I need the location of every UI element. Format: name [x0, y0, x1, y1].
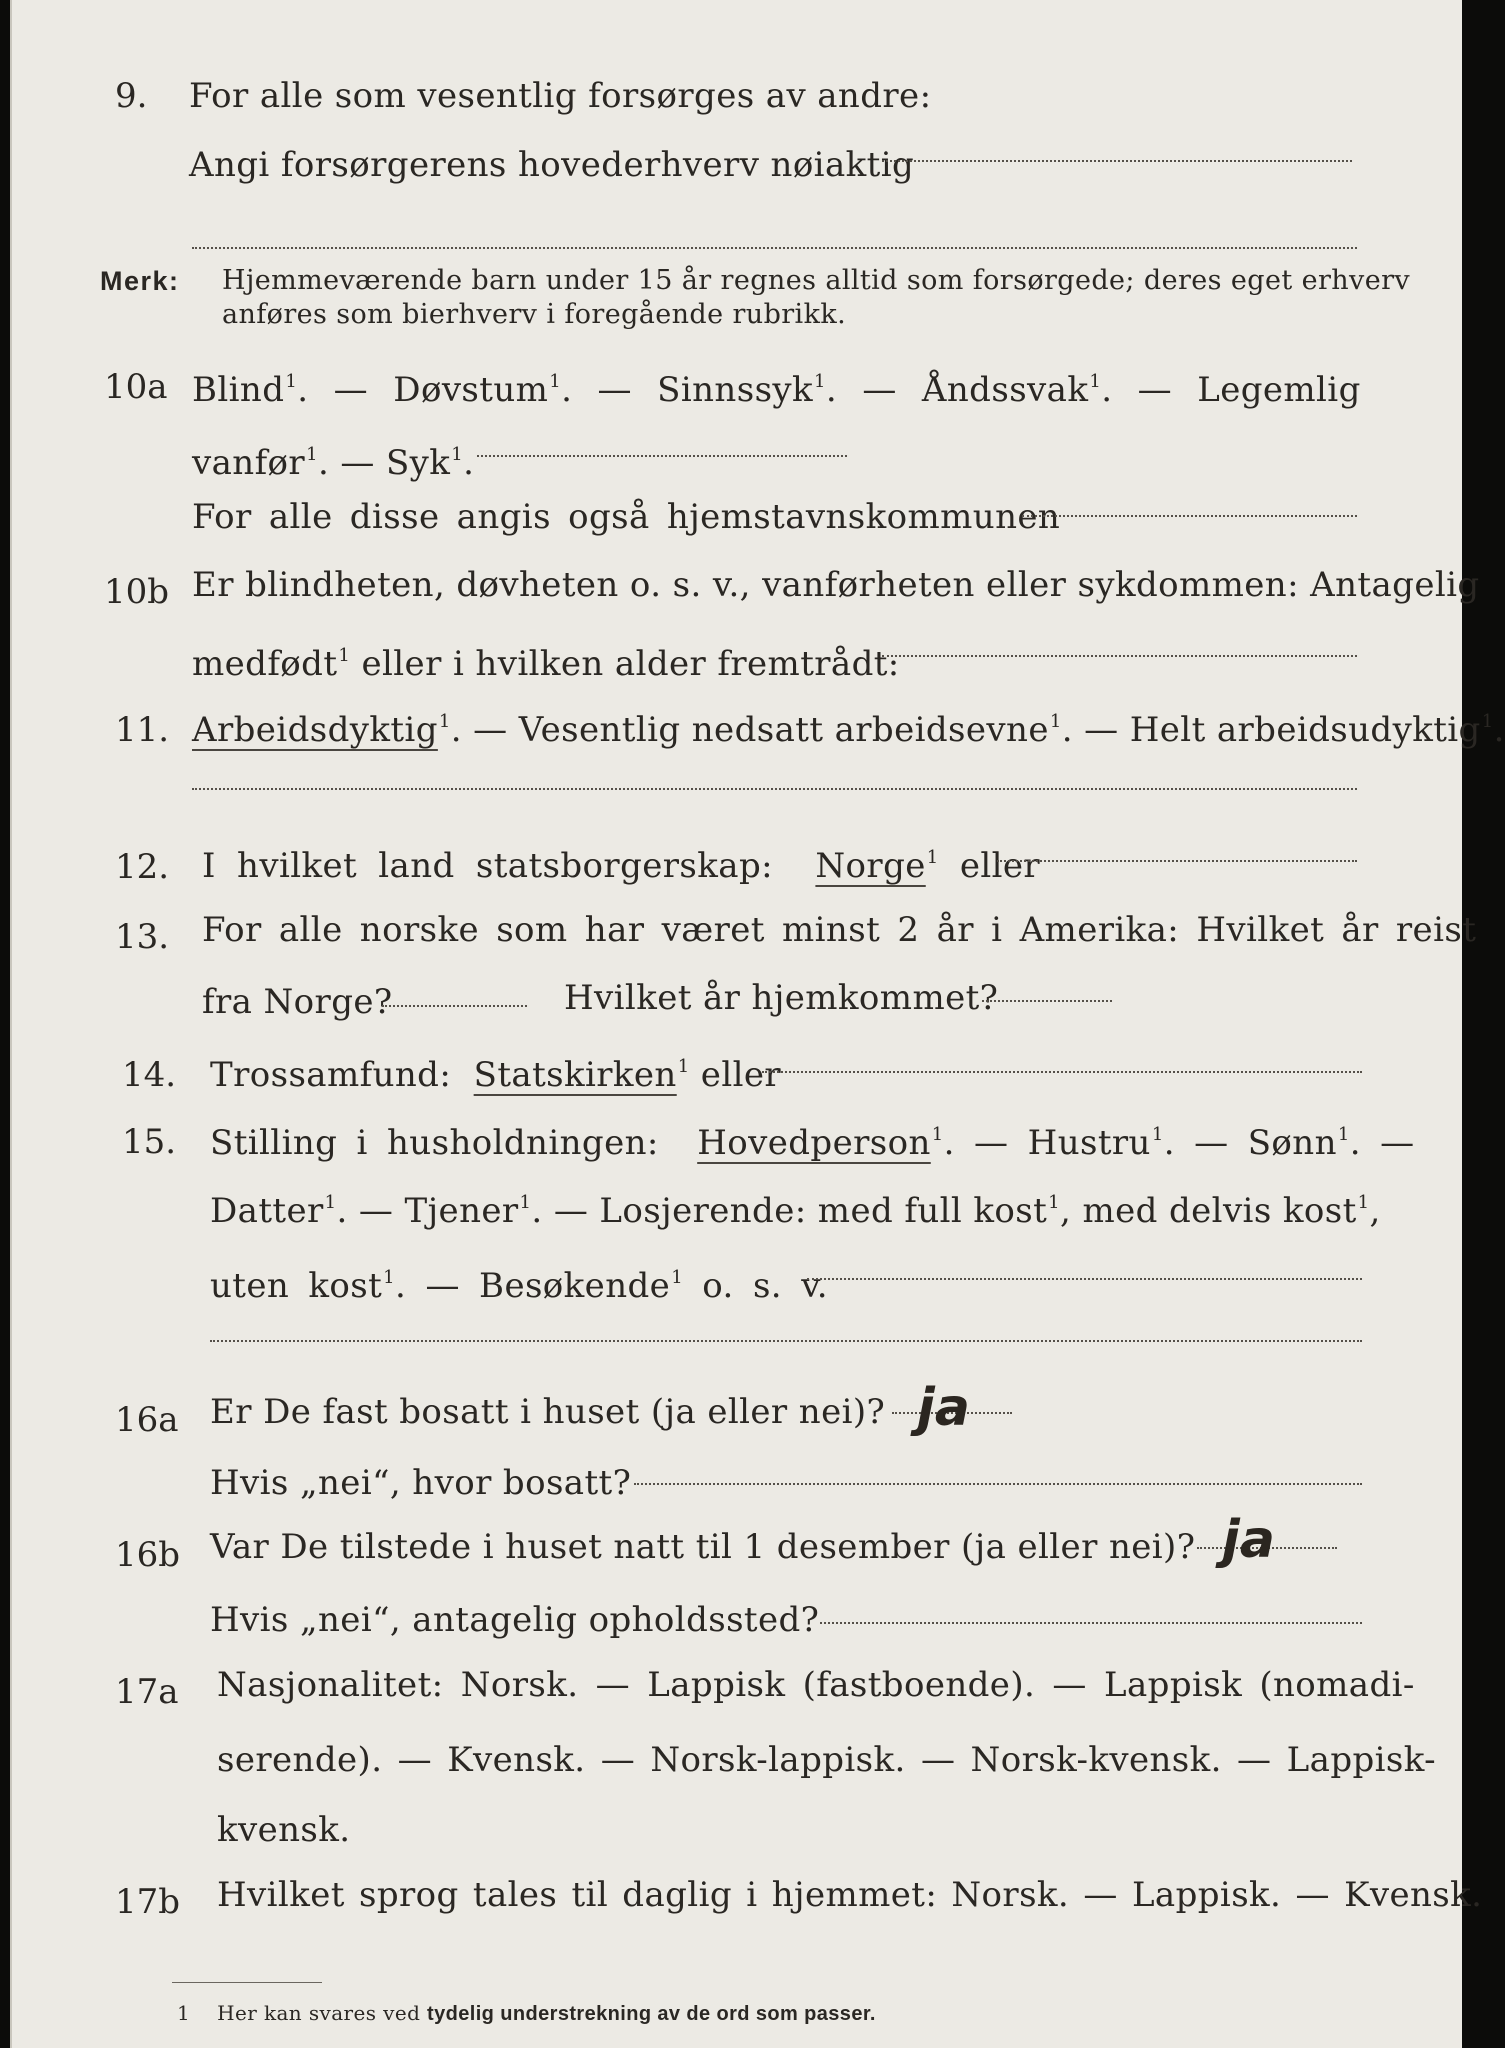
merk-label: Merk: — [100, 266, 180, 296]
q9-answer-line[interactable] — [882, 160, 1352, 162]
q10a-andssvak[interactable]: . — Åndssvak — [825, 370, 1089, 410]
q9-line1: For alle som vesentlig forsørges av andre: — [189, 76, 932, 116]
footnote-mark: 1 — [1048, 1192, 1061, 1213]
footnote-mark: 1 — [1357, 1192, 1370, 1213]
q14-line — [210, 1047, 781, 1095]
q10a-blind[interactable]: Blind — [192, 370, 285, 410]
merk-line1: Hjemmeværende barn under 15 år regnes alltid som forsørgede; deres eget erhverv — [222, 265, 1411, 296]
q16a-line1: Er De fast bosatt i huset (ja eller nei)? — [210, 1392, 886, 1432]
footnote-mark: 1 — [451, 444, 464, 465]
q13-year-left-answer-line[interactable] — [382, 1005, 527, 1007]
item-number-10b: 10b — [104, 572, 170, 612]
q12-question: I hvilket land statsborgerskap: — [202, 846, 773, 886]
merk-line2: anføres som bierhverv i foregående rubrikk. — [222, 299, 847, 330]
q15-hovedperson-underlined[interactable]: Hovedperson — [697, 1123, 931, 1163]
q9-answer-line-2[interactable] — [192, 247, 1357, 249]
footnote-mark: 1 — [549, 371, 562, 392]
q10a-home-answer-line[interactable] — [1022, 515, 1357, 517]
q15-line3 — [210, 1258, 828, 1306]
footnote-mark: 1 — [1337, 1124, 1350, 1145]
item-number-14: 14. — [122, 1055, 177, 1095]
footnote-mark: 1 — [519, 1192, 532, 1213]
footnote-mark: 1 — [438, 711, 451, 732]
q12-norge-underlined[interactable]: Norge — [815, 846, 926, 886]
q16a-where-answer-line[interactable] — [634, 1483, 1362, 1485]
q10a-dovstum[interactable]: . — Døvstum — [297, 370, 549, 410]
q15-delvis-kost[interactable]: , med delvis kost — [1060, 1191, 1357, 1231]
item-number-16b: 16b — [115, 1535, 181, 1575]
item-number-17b: 17b — [115, 1882, 181, 1922]
q17a-line3: kvensk. — [217, 1810, 351, 1850]
q16b-line1: Var De tilstede i huset natt til 1 desember (ja eller nei)? — [210, 1527, 1196, 1567]
footnote-mark: 1 — [1089, 371, 1102, 392]
q11-udyktig[interactable]: . — Helt arbeidsudyktig — [1061, 710, 1481, 750]
q16b-line2: Hvis „nei“, antagelig opholdssted? — [210, 1600, 820, 1640]
q11-answer-line[interactable] — [192, 788, 1357, 790]
q12-answer-line[interactable] — [997, 860, 1357, 862]
q14-question: Trossamfund: — [210, 1055, 452, 1095]
q10a-syk[interactable]: . — Syk — [317, 443, 451, 483]
item-number-13: 13. — [115, 917, 170, 957]
q10b-line2 — [192, 636, 900, 684]
footnote-divider — [172, 1982, 322, 1983]
footnote-mark: 1 — [324, 1192, 337, 1213]
footnote-mark: 1 — [814, 371, 826, 392]
footnote-mark: 1 — [1481, 711, 1494, 732]
item-number-15: 15. — [122, 1122, 177, 1162]
q10b-answer-line[interactable] — [882, 655, 1357, 657]
q10b-alder: eller i hvilken alder fremtrådt: — [350, 644, 900, 684]
q10a-vanfor[interactable]: vanfør — [192, 443, 306, 483]
q14-statskirken-underlined[interactable]: Statskirken — [473, 1055, 677, 1095]
q15-answer-line[interactable] — [807, 1278, 1362, 1280]
footnote-mark: 1 — [285, 371, 298, 392]
q14-eller: eller — [689, 1055, 782, 1095]
footnote-mark: 1 — [338, 645, 351, 666]
footnote-mark: 1 — [677, 1056, 690, 1077]
q15-uten-kost[interactable]: uten kost — [210, 1266, 383, 1306]
q15-besokende[interactable]: . — Besøkende — [395, 1266, 671, 1306]
q17a-line1: Nasjonalitet: Norsk. — Lappisk (fastboende). — Lappisk (nomadi- — [217, 1665, 1415, 1705]
item-number-17a: 17a — [115, 1672, 179, 1712]
q10b-medfodt[interactable]: medfødt — [192, 644, 338, 684]
footnote-mark: 1 — [383, 1267, 396, 1288]
q15-comma: , — [1369, 1191, 1381, 1231]
q16b-handwritten-answer[interactable]: ja — [1222, 1510, 1275, 1570]
q15-datter[interactable]: Datter — [210, 1191, 324, 1231]
footnote-marker: 1 — [177, 2001, 191, 2025]
q15-question: Stilling i husholdningen: — [210, 1123, 659, 1163]
q15-hustru[interactable]: . — Hustru — [943, 1123, 1151, 1163]
q11-arbeidsdyktig-underlined[interactable]: Arbeidsdyktig — [192, 710, 438, 750]
q15-tjener[interactable]: . — Tjener — [336, 1191, 519, 1231]
q10a-sinnssyk[interactable]: . — Sinnssyk — [561, 370, 814, 410]
footnote-mark: 1 — [931, 1124, 944, 1145]
q16a-handwritten-answer[interactable]: ja — [917, 1378, 970, 1438]
q17b-line1: Hvilket sprog tales til daglig i hjemmet: Norsk. — Lappisk. — Kvensk. — [217, 1875, 1483, 1915]
q11-end-period: . — [1493, 710, 1505, 750]
item-number-11: 11. — [115, 710, 170, 750]
q15-sonn[interactable]: . — Sønn — [1163, 1123, 1337, 1163]
q15-line1 — [210, 1115, 1415, 1163]
q10a-line1 — [192, 362, 1361, 410]
q9-line2: Angi forsørgerens hovederhverv nøiaktig — [189, 145, 915, 185]
q13-line2b: Hvilket år hjemkommet? — [564, 978, 999, 1018]
item-number-12: 12. — [115, 847, 170, 887]
footnote-mark: 1 — [306, 444, 318, 465]
q10a-line2 — [192, 435, 474, 483]
q15-answer-line-2[interactable] — [210, 1340, 1362, 1342]
footnote-mark: 1 — [1151, 1124, 1164, 1145]
q16a-line2: Hvis „nei“, hvor bosatt? — [210, 1463, 632, 1503]
item-number-16a: 16a — [115, 1400, 179, 1440]
q17a-line2: serende). — Kvensk. — Norsk-lappisk. — Norsk-kvensk. — Lappisk- — [217, 1740, 1437, 1780]
footnote — [177, 2000, 876, 2027]
q13-line2a: fra Norge? — [202, 982, 393, 1022]
q15-osv: o. s. v. — [683, 1266, 828, 1306]
footnote-mark: 1 — [671, 1267, 684, 1288]
q10a-line3: For alle disse angis også hjemstavnskommunen — [192, 497, 1061, 537]
q11-nedsatt[interactable]: — Vesentlig nedsatt arbeidsevne — [461, 710, 1049, 750]
q15-dash: . — — [1349, 1123, 1415, 1163]
q10a-answer-line[interactable] — [477, 455, 847, 457]
q11-line1 — [192, 702, 1505, 750]
item-number-9: 9. — [115, 76, 148, 116]
q10a-legemlig[interactable]: . — Legemlig — [1101, 370, 1361, 410]
item-number-10a: 10a — [104, 367, 168, 407]
q15-line2 — [210, 1183, 1381, 1231]
q10b-line1: Er blindheten, døvheten o. s. v., vanførheten eller sykdommen: Antagelig — [192, 565, 1480, 605]
footnote-bold-text: tydelig understrekning av de ord som passer. — [427, 2003, 876, 2025]
census-form-page — [10, 0, 1505, 2048]
footnote-mark: 1 — [926, 847, 939, 868]
footnote-text: Her kan svares ved — [217, 2001, 428, 2025]
q12-line — [202, 838, 1040, 886]
q10a-period: . — [463, 443, 475, 483]
q13-line1: For alle norske som har været minst 2 år i Amerika: Hvilket år reist — [202, 910, 1477, 950]
q11-period: . — [450, 710, 462, 750]
q12-eller: eller — [938, 846, 1041, 886]
footnote-mark: 1 — [1049, 711, 1062, 732]
q14-answer-line[interactable] — [762, 1071, 1362, 1073]
q16b-whereabouts-answer-line[interactable] — [820, 1622, 1362, 1624]
q13-year-returned-answer-line[interactable] — [982, 1000, 1112, 1002]
q15-full-kost[interactable]: . — Losjerende: med full kost — [531, 1191, 1048, 1231]
